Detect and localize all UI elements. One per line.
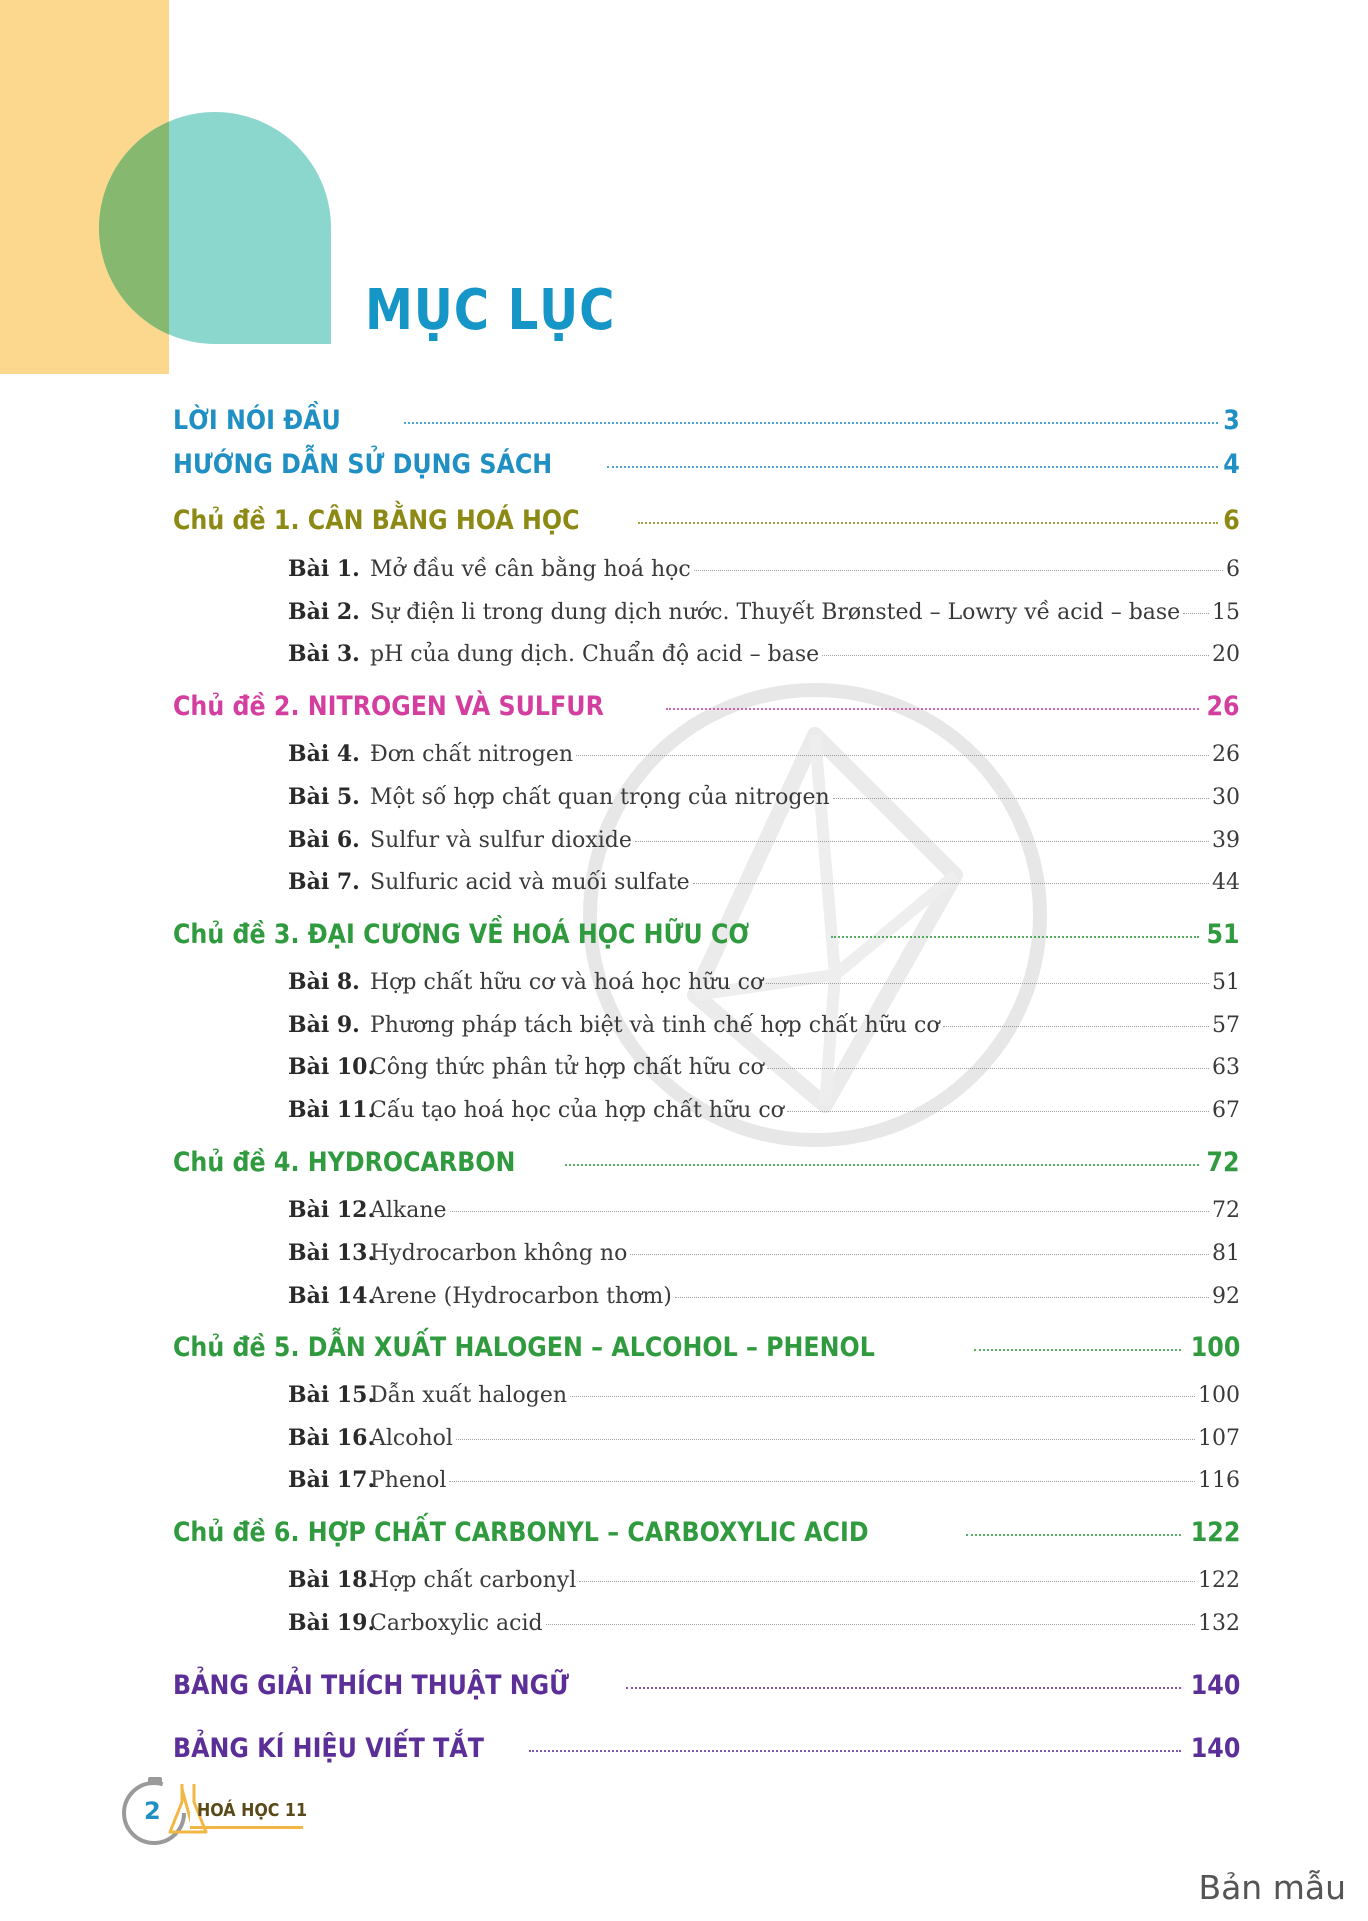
toc-lesson[interactable] — [288, 1467, 1240, 1493]
lesson-number: Bài 19. — [288, 1610, 376, 1636]
dot-leader — [546, 1624, 1195, 1625]
lesson-number: Bài 6. — [288, 827, 360, 853]
page-number: 2 — [144, 1797, 161, 1825]
lesson-number: Bài 14. — [288, 1283, 376, 1309]
lesson-page: 6 — [1226, 557, 1240, 582]
lesson-page: 63 — [1212, 1055, 1240, 1080]
dot-leader — [607, 466, 1218, 468]
toc-lesson[interactable] — [288, 969, 1240, 995]
lesson-page: 122 — [1198, 1568, 1240, 1593]
lesson-title: Sulfuric acid và muối sulfate — [370, 870, 690, 895]
lesson-number: Bài 11. — [288, 1097, 376, 1123]
dot-leader — [767, 1068, 1209, 1069]
lesson-title: Alkane — [370, 1198, 447, 1223]
dot-leader — [694, 570, 1223, 571]
lesson-title: Phenol — [370, 1468, 447, 1493]
toc-topic-label: Chủ đề 1. CÂN BẰNG HOÁ HỌC — [173, 505, 580, 536]
toc-entry-glossary[interactable] — [173, 1670, 1240, 1701]
toc-topic-page: 72 — [1206, 1147, 1240, 1178]
lesson-number: Bài 9. — [288, 1012, 360, 1038]
dot-leader — [831, 936, 1200, 938]
lesson-title: Đơn chất nitrogen — [370, 742, 574, 767]
lesson-title: Sự điện li trong dung dịch nước. Thuyết Brønsted – Lowry về acid – base — [370, 600, 1181, 625]
toc-lesson[interactable] — [288, 1567, 1240, 1593]
toc-topic-label: Chủ đề 2. NITROGEN VÀ SULFUR — [173, 691, 604, 722]
lesson-number: Bài 10. — [288, 1054, 376, 1080]
lesson-page: 72 — [1212, 1198, 1240, 1223]
toc-lesson[interactable] — [288, 1382, 1240, 1408]
lesson-number: Bài 3. — [288, 641, 360, 667]
lesson-title: Công thức phân tử hợp chất hữu cơ — [370, 1055, 764, 1080]
dot-leader — [404, 422, 1219, 424]
toc-lesson[interactable] — [288, 869, 1240, 895]
lesson-number: Bài 12. — [288, 1197, 376, 1223]
lesson-title: Cấu tạo hoá học của hợp chất hữu cơ — [370, 1098, 784, 1123]
toc-lesson[interactable] — [288, 1610, 1240, 1636]
dot-leader — [626, 1687, 1181, 1689]
dot-leader — [966, 1534, 1180, 1536]
dot-leader — [570, 1396, 1195, 1397]
lesson-page: 81 — [1212, 1241, 1240, 1266]
lesson-page: 30 — [1212, 785, 1240, 810]
dot-leader — [529, 1750, 1180, 1752]
toc-topic-page: 51 — [1206, 919, 1240, 950]
dot-leader — [449, 1481, 1195, 1482]
lesson-number: Bài 13. — [288, 1240, 376, 1266]
lesson-title: Hợp chất hữu cơ và hoá học hữu cơ — [370, 970, 764, 995]
lesson-number: Bài 17. — [288, 1467, 376, 1493]
dot-leader — [787, 1111, 1209, 1112]
toc-lesson[interactable] — [288, 641, 1240, 667]
toc-entry-page: 140 — [1190, 1733, 1240, 1764]
lesson-title: Mở đầu về cân bằng hoá học — [370, 557, 691, 582]
dot-leader — [456, 1439, 1195, 1440]
lesson-page: 67 — [1212, 1098, 1240, 1123]
dot-leader — [693, 883, 1209, 884]
dot-leader — [943, 1026, 1209, 1027]
lesson-number: Bài 1. — [288, 556, 360, 582]
sample-label: Bản mẫu — [1198, 1868, 1346, 1907]
lesson-number: Bài 18. — [288, 1567, 376, 1593]
lesson-number: Bài 16. — [288, 1425, 376, 1451]
toc-lesson[interactable] — [288, 741, 1240, 767]
lesson-title: Một số hợp chất quan trọng của nitrogen — [370, 785, 830, 810]
toc-lesson[interactable] — [288, 1197, 1240, 1223]
dot-leader — [833, 798, 1209, 799]
toc-topic-page: 26 — [1206, 691, 1240, 722]
lesson-page: 51 — [1212, 970, 1240, 995]
dot-leader — [576, 755, 1209, 756]
toc-topic-label: Chủ đề 4. HYDROCARBON — [173, 1147, 516, 1178]
toc-topic-page: 122 — [1190, 1517, 1240, 1548]
toc-entry-page: 4 — [1223, 449, 1240, 480]
lesson-page: 44 — [1212, 870, 1240, 895]
toc-topic-3[interactable] — [173, 919, 1240, 950]
dot-leader — [579, 1581, 1195, 1582]
dot-leader — [675, 1297, 1209, 1298]
lesson-page: 26 — [1212, 742, 1240, 767]
lesson-title: Arene (Hydrocarbon thơm) — [370, 1284, 672, 1309]
toc-entry-label: HƯỚNG DẪN SỬ DỤNG SÁCH — [173, 449, 553, 480]
lesson-title: Alcohol — [370, 1426, 453, 1451]
lesson-title: Carboxylic acid — [370, 1611, 543, 1636]
toc-entry-label: LỜI NÓI ĐẦU — [173, 405, 341, 436]
dot-leader — [638, 522, 1218, 524]
lesson-title: Sulfur và sulfur dioxide — [370, 828, 632, 853]
lesson-page: 100 — [1198, 1383, 1240, 1408]
toc-lesson[interactable] — [288, 1425, 1240, 1451]
lesson-page: 20 — [1212, 642, 1240, 667]
dot-leader — [635, 841, 1209, 842]
lesson-page: 57 — [1212, 1013, 1240, 1038]
lesson-number: Bài 2. — [288, 599, 360, 625]
lesson-title: pH của dung dịch. Chuẩn độ acid – base — [370, 642, 820, 667]
lesson-number: Bài 4. — [288, 741, 360, 767]
toc-entry-label: BẢNG KÍ HIỆU VIẾT TẮT — [173, 1733, 484, 1764]
lesson-number: Bài 7. — [288, 869, 360, 895]
page-title: MỤC LỤC — [365, 278, 616, 343]
lesson-number: Bài 8. — [288, 969, 360, 995]
toc-lesson[interactable] — [288, 1283, 1240, 1309]
dot-leader — [1183, 613, 1209, 614]
toc-topic-label: Chủ đề 5. DẪN XUẤT HALOGEN – ALCOHOL – PHENOL — [173, 1332, 875, 1363]
toc-lesson[interactable] — [288, 1054, 1240, 1080]
toc-entry-page: 140 — [1190, 1670, 1240, 1701]
lesson-number: Bài 15. — [288, 1382, 376, 1408]
dot-leader — [450, 1211, 1209, 1212]
footer-underline — [190, 1826, 303, 1829]
toc-entry-abbreviations[interactable] — [173, 1733, 1240, 1764]
toc-entry-guide[interactable] — [173, 449, 1240, 480]
toc-topic-1[interactable] — [173, 505, 1240, 536]
lesson-page: 15 — [1212, 600, 1240, 625]
dot-leader — [666, 708, 1200, 710]
book-title: HOÁ HỌC 11 — [197, 1800, 307, 1821]
lesson-page: 92 — [1212, 1284, 1240, 1309]
lesson-page: 132 — [1198, 1611, 1240, 1636]
dot-leader — [766, 983, 1209, 984]
toc-lesson[interactable] — [288, 784, 1240, 810]
dot-leader — [630, 1254, 1209, 1255]
lesson-number: Bài 5. — [288, 784, 360, 810]
toc-topic-4[interactable] — [173, 1147, 1240, 1178]
toc-topic-5[interactable] — [173, 1332, 1240, 1363]
dot-leader — [565, 1164, 1199, 1166]
lesson-page: 39 — [1212, 828, 1240, 853]
toc-topic-6[interactable] — [173, 1517, 1240, 1548]
lesson-page: 107 — [1198, 1426, 1240, 1451]
toc-topic-label: Chủ đề 3. ĐẠI CƯƠNG VỀ HOÁ HỌC HỮU CƠ — [173, 919, 750, 950]
dot-leader — [822, 655, 1209, 656]
toc-lesson[interactable] — [288, 827, 1240, 853]
toc-topic-2[interactable] — [173, 691, 1240, 722]
toc-lesson[interactable] — [288, 556, 1240, 582]
toc-topic-page: 100 — [1190, 1332, 1240, 1363]
toc-topic-label: Chủ đề 6. HỢP CHẤT CARBONYL – CARBOXYLIC ACID — [173, 1517, 869, 1548]
lesson-title: Phương pháp tách biệt và tinh chế hợp chất hữu cơ — [370, 1013, 940, 1038]
lesson-title: Hydrocarbon không no — [370, 1241, 628, 1266]
toc-lesson[interactable] — [288, 1012, 1240, 1038]
toc-lesson[interactable] — [288, 599, 1240, 625]
toc-lesson[interactable] — [288, 1097, 1240, 1123]
toc-topic-page: 6 — [1223, 505, 1240, 536]
toc-entry-label: BẢNG GIẢI THÍCH THUẬT NGỮ — [173, 1670, 570, 1701]
toc-lesson[interactable] — [288, 1240, 1240, 1266]
lesson-title: Hợp chất carbonyl — [370, 1568, 577, 1593]
lesson-title: Dẫn xuất halogen — [370, 1383, 568, 1408]
toc-entry-preface[interactable] — [173, 405, 1240, 436]
dot-leader — [974, 1349, 1181, 1351]
lesson-page: 116 — [1198, 1468, 1240, 1493]
toc-entry-page: 3 — [1223, 405, 1240, 436]
